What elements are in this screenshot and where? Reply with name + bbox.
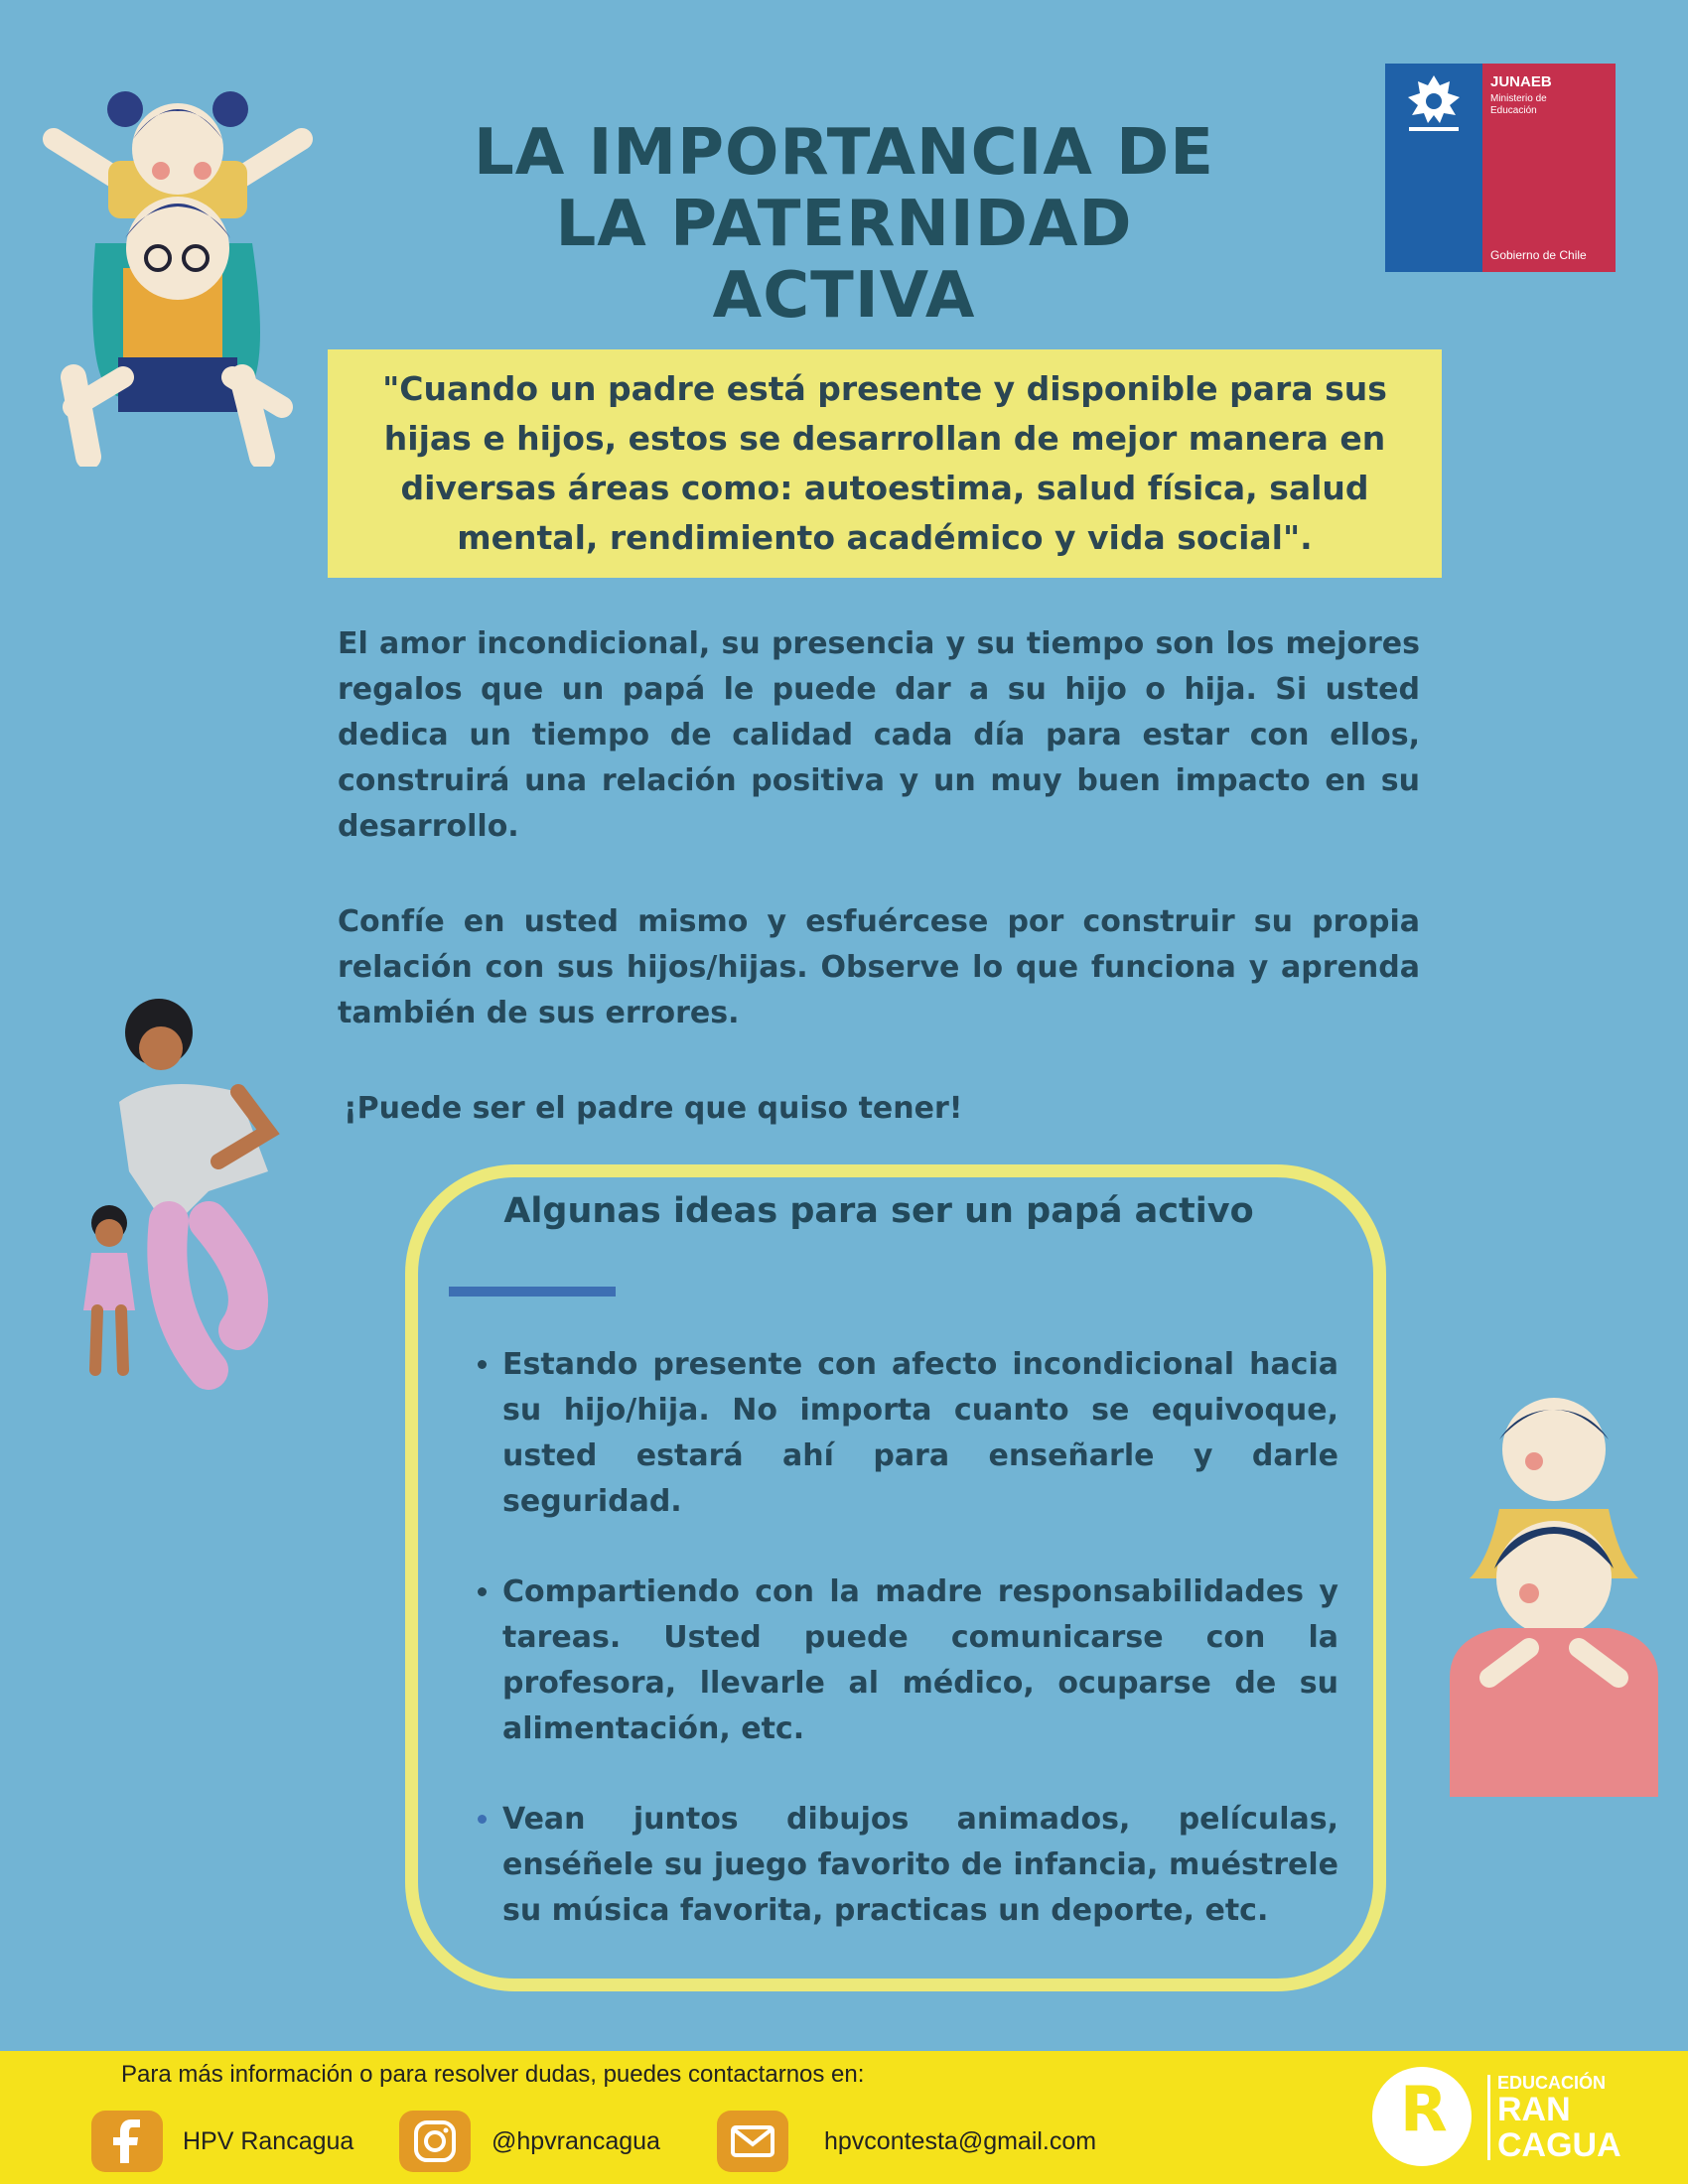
ideas-list (467, 1342, 1338, 1979)
list-item: • Estando presente con afecto incondicional hacia su hijo/hija. No importa cuanto se equivoque, usted estará ahí para enseñarle y darle seguridad. (502, 1342, 1338, 1525)
logo-ministry: Ministerio de Educación (1490, 93, 1547, 116)
quote-box: "Cuando un padre está presente y disponible para sus hijas e hijos, estos se desarrollan de mejor manera en diversas áreas como: autoestima, salud física, salud mental, rendimiento académico y vida social". (328, 349, 1442, 578)
ideas-divider (449, 1287, 616, 1297)
educacion-rancagua-logo: R EDUCACIÓN RAN CAGUA (1370, 2053, 1648, 2180)
page-title (387, 117, 1301, 332)
junaeb-logo (1385, 64, 1616, 272)
logo-org: JUNAEB (1490, 73, 1552, 90)
footer-contact-note: Para más información o para resolver dudas, puedes contactarnos en: (121, 2061, 865, 2088)
mail-icon[interactable] (717, 2111, 788, 2172)
paragraph-closing-line: ¡Puede ser el padre que quiso tener! (344, 1091, 963, 1126)
logo-government: Gobierno de Chile (1490, 248, 1587, 262)
title-line-2: LA PATERNIDAD (555, 188, 1133, 261)
paragraph-unconditional-love: El amor incondicional, su presencia y su tiempo son los mejores regalos que un papá le puede dar a su hijo o hija. Si usted dedica un tiempo de calidad cada día para estar con ellos, construirá una relación positiva y un muy buen impacto en su desarrollo. (338, 626, 1420, 844)
father-child-dancing-illustration (40, 993, 308, 1390)
list-item: • Vean juntos dibujos animados, películas, enséñele su juego favorito de infancia, muéstrele su música favorita, practicas un deporte, etc. (502, 1797, 1338, 1934)
instagram-link[interactable]: @hpvrancagua (492, 2127, 660, 2155)
brand-bottom: CAGUA (1497, 2126, 1621, 2164)
title-line-1: LA IMPORTANCIA DE (473, 116, 1215, 190)
facebook-icon[interactable] (91, 2111, 163, 2172)
brand-mid: RAN (1497, 2091, 1571, 2128)
coat-of-arms-icon (1395, 69, 1473, 139)
paragraph-self-confidence: Confíe en usted mismo y esfuércese por construir su propia relación con sus hijos/hijas. Observe lo que funciona y aprenda también de sus errores. (338, 904, 1420, 1030)
instagram-icon[interactable] (399, 2111, 471, 2172)
facebook-link[interactable]: HPV Rancagua (183, 2127, 354, 2155)
father-daughter-illustration (14, 79, 342, 467)
brand-top: EDUCACIÓN (1497, 2073, 1607, 2093)
email-link[interactable]: hpvcontesta@gmail.com (824, 2127, 1097, 2155)
ideas-title: Algunas ideas para ser un papá activo (503, 1191, 1254, 1231)
list-item: • Compartiendo con la madre responsabilidades y tareas. Usted puede comunicarse con la profesora, llevarle al médico, ocuparse de su alimentación, etc. (502, 1570, 1338, 1752)
title-line-3: ACTIVA (712, 259, 976, 333)
father-son-illustration (1430, 1380, 1678, 1797)
